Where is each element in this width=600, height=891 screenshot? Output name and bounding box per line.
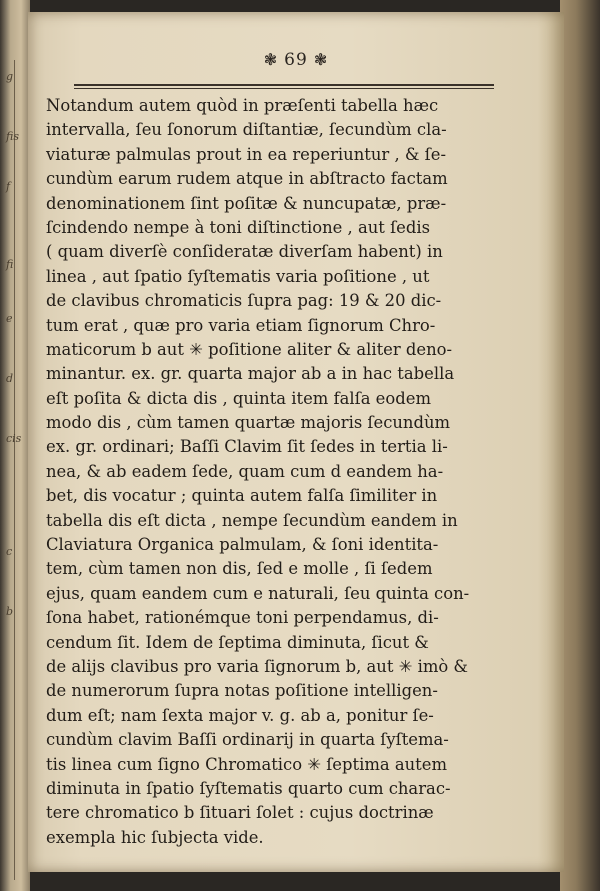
- page-block-edge: [560, 0, 600, 891]
- margin-fragment: fi: [6, 258, 14, 271]
- text-line: de numerorum ſupra notas poſitione intelligen-: [46, 681, 438, 701]
- margin-fragment: fis: [6, 130, 19, 143]
- book-page: [28, 12, 564, 872]
- text-line: de alijs clavibus pro varia ſignorum b, aut ✳ imò &: [46, 656, 469, 676]
- text-line: de clavibus chromaticis ſupra pag: 19 & 20 dic-: [46, 291, 442, 311]
- header-rule-thin: [74, 88, 494, 89]
- body-text: [46, 94, 491, 850]
- text-line: exempla hic ſubjecta vide.: [46, 827, 264, 847]
- text-line: maticorum b aut ✳ poſitione aliter & aliter deno-: [46, 339, 453, 359]
- text-line: ( quam diverſè conſideratæ diverſam habent) in: [46, 242, 443, 262]
- margin-fragment: b: [6, 605, 14, 618]
- text-line: cundùm earum rudem atque in abſtracto factam: [46, 169, 448, 189]
- margin-fragment: d: [6, 372, 14, 385]
- text-line: ſona habet, rationémque toni perpendamus, di-: [46, 608, 439, 628]
- text-line: minantur. ex. gr. quarta major ab a in hac tabella: [46, 364, 455, 384]
- text-line: tabella dis eſt dicta , nempe ſecundùm eandem in: [46, 510, 458, 530]
- text-line: dum eſt; nam ſexta major v. g. ab a, ponitur ſe-: [46, 705, 434, 725]
- margin-rule: [14, 60, 15, 880]
- text-line: tis linea cum ſigno Chromatico ✳ ſeptima autem: [46, 754, 448, 774]
- text-line: diminuta in ſpatio ſyſtematis quarto cum charac-: [46, 778, 451, 798]
- text-line: eſt poſita & dicta dis , quinta item falſa eodem: [46, 388, 431, 408]
- text-line: Notandum autem quòd in præſenti tabella hæc: [46, 96, 439, 115]
- text-line: denominationem ſint poſitæ & nuncupatæ, præ-: [46, 193, 447, 213]
- text-line: tem, cùm tamen non dis, ſed e molle , ſi ſedem: [46, 559, 433, 579]
- margin-fragment: g: [6, 70, 14, 83]
- text-line: tum erat , quæ pro varia etiam ſignorum Chro-: [46, 315, 436, 335]
- text-line: tere chromatico b ſituari ſolet : cujus doctrinæ: [46, 803, 434, 823]
- text-line: ſcindendo nempe à toni diſtinctione , aut ſedis: [46, 217, 430, 237]
- text-line: nea, & ab eadem ſede, quam cum d eandem ha-: [46, 461, 444, 481]
- text-line: bet, dis vocatur ; quinta autem falſa ſimiliter in: [46, 486, 438, 506]
- text-line: cundùm clavim Baſſi ordinarij in quarta ſyſtema-: [46, 730, 449, 750]
- page-header: [28, 50, 564, 70]
- ornament-right-icon: ❃: [313, 50, 329, 69]
- text-line: linea , aut ſpatio ſyſtematis varia poſitione , ut: [46, 266, 430, 286]
- margin-fragment: f: [6, 180, 11, 193]
- text-line: Claviatura Organica palmulam, & ſoni identita-: [46, 535, 439, 555]
- margin-fragment: c: [6, 545, 13, 558]
- ornament-left-icon: ❃: [263, 50, 279, 69]
- margin-fragment: cis: [6, 432, 22, 445]
- header-rule: [74, 84, 494, 86]
- text-line: ejus, quam eandem cum e naturali, ſeu quinta con-: [46, 583, 470, 603]
- text-line: intervalla, ſeu ſonorum diſtantiæ, ſecundùm cla-: [46, 120, 447, 140]
- page-number: 69: [284, 50, 308, 70]
- margin-fragment: e: [6, 312, 13, 325]
- text-line: cendum ſit. Idem de ſeptima diminuta, ſicut &: [46, 632, 429, 652]
- text-line: modo dis , cùm tamen quartæ majoris ſecundùm: [46, 413, 451, 433]
- text-line: ex. gr. ordinari; Baſſi Clavim ſit ſedes in tertia li-: [46, 437, 448, 457]
- facing-page-edge: [0, 0, 30, 891]
- text-line: viaturæ palmulas prout in ea reperiuntur , & ſe-: [46, 144, 446, 164]
